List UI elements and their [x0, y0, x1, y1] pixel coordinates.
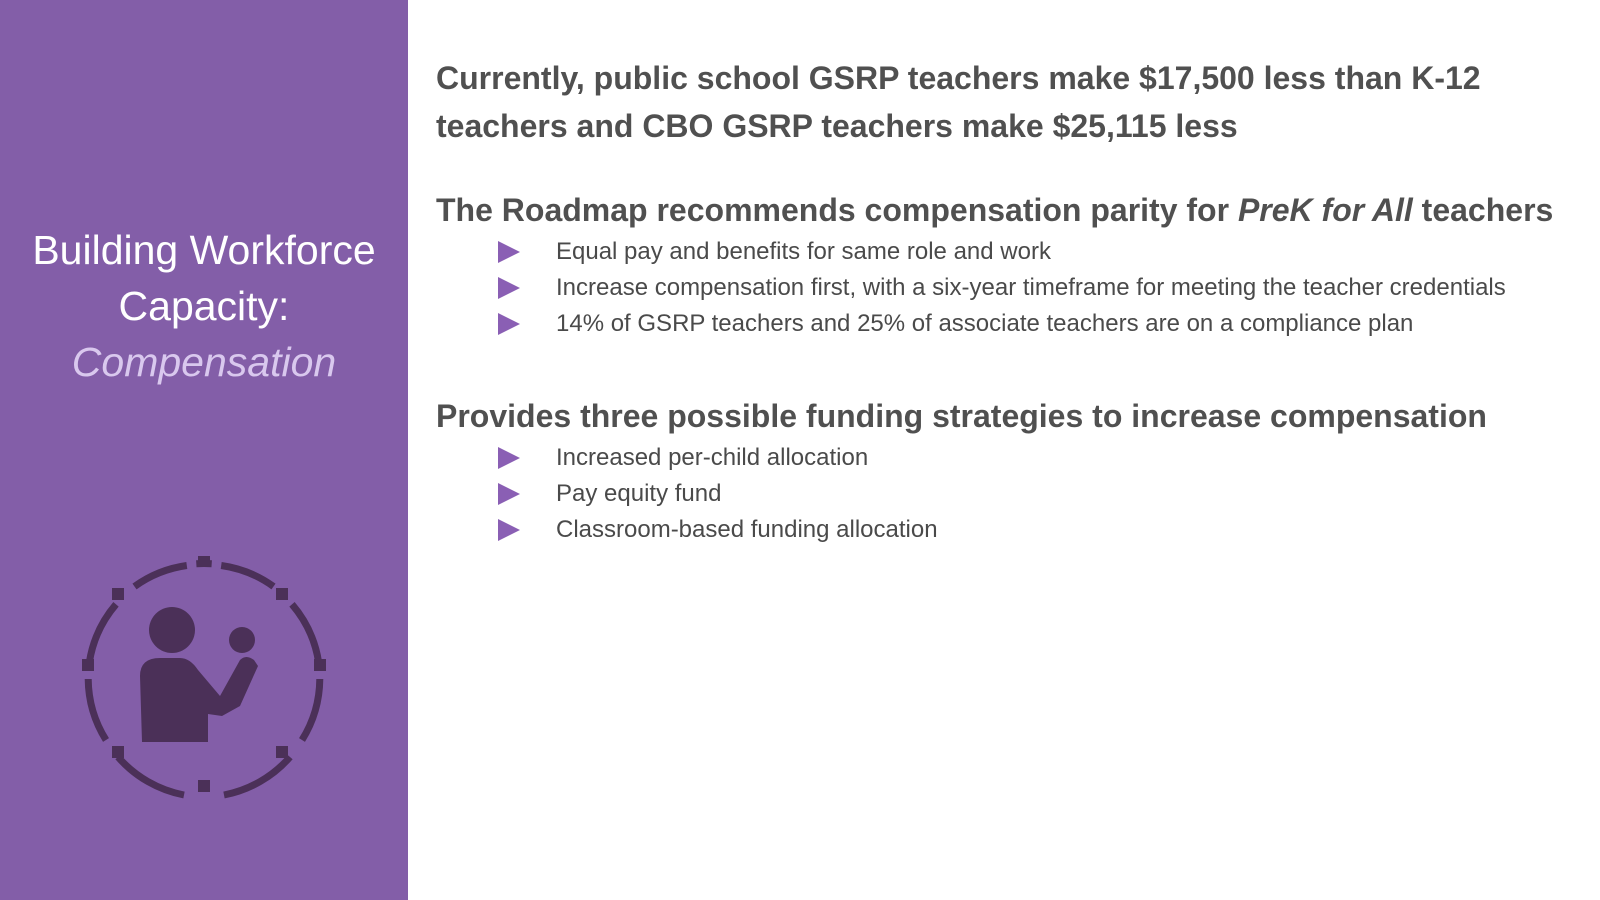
section-title-line-1: Building Workforce — [32, 227, 376, 273]
list-item — [436, 306, 1576, 342]
heading-salary-gap: Currently, public school GSRP teachers make $17,500 less than K-12 teachers and CBO GSRP teachers make $25,115 less — [436, 60, 1481, 144]
recommendation-list — [436, 234, 1576, 342]
heading-funding-strategies: Provides three possible funding strategies to increase compensation — [436, 398, 1487, 434]
list-item — [436, 234, 1576, 270]
heading-roadmap-program: PreK for All — [1237, 192, 1413, 228]
funding-strategy-list — [436, 440, 1576, 548]
heading-roadmap-recommendation — [436, 186, 1576, 234]
list-item — [436, 270, 1576, 306]
caregiver-holding-child-icon — [80, 556, 328, 804]
heading-roadmap-prefix: The Roadmap recommends compensation parity for — [436, 192, 1238, 228]
triangle-bullet-icon — [498, 447, 520, 469]
triangle-bullet-icon — [498, 277, 520, 299]
triangle-bullet-icon — [498, 313, 520, 335]
list-item — [436, 440, 1576, 476]
sidebar-panel — [0, 0, 408, 900]
list-item — [436, 512, 1576, 548]
section-title-line-2: Capacity: — [118, 283, 290, 329]
triangle-bullet-icon — [498, 519, 520, 541]
list-item-text: Pay equity fund — [556, 480, 722, 507]
list-item-text: Equal pay and benefits for same role and work — [556, 238, 1051, 265]
list-item-text: Increased per-child allocation — [556, 444, 869, 471]
list-item-text: Increase compensation first, with a six-year timeframe for meeting the teacher credentials — [556, 274, 1506, 301]
triangle-bullet-icon — [498, 241, 520, 263]
list-item-text: 14% of GSRP teachers and 25% of associate teachers are on a compliance plan — [556, 310, 1414, 337]
heading-roadmap-suffix: teachers — [1412, 192, 1554, 228]
content-area — [436, 54, 1576, 548]
section-title — [0, 222, 408, 390]
triangle-bullet-icon — [498, 483, 520, 505]
section-subtitle: Compensation — [71, 339, 337, 385]
list-item-text: Classroom-based funding allocation — [556, 516, 938, 543]
list-item — [436, 476, 1576, 512]
